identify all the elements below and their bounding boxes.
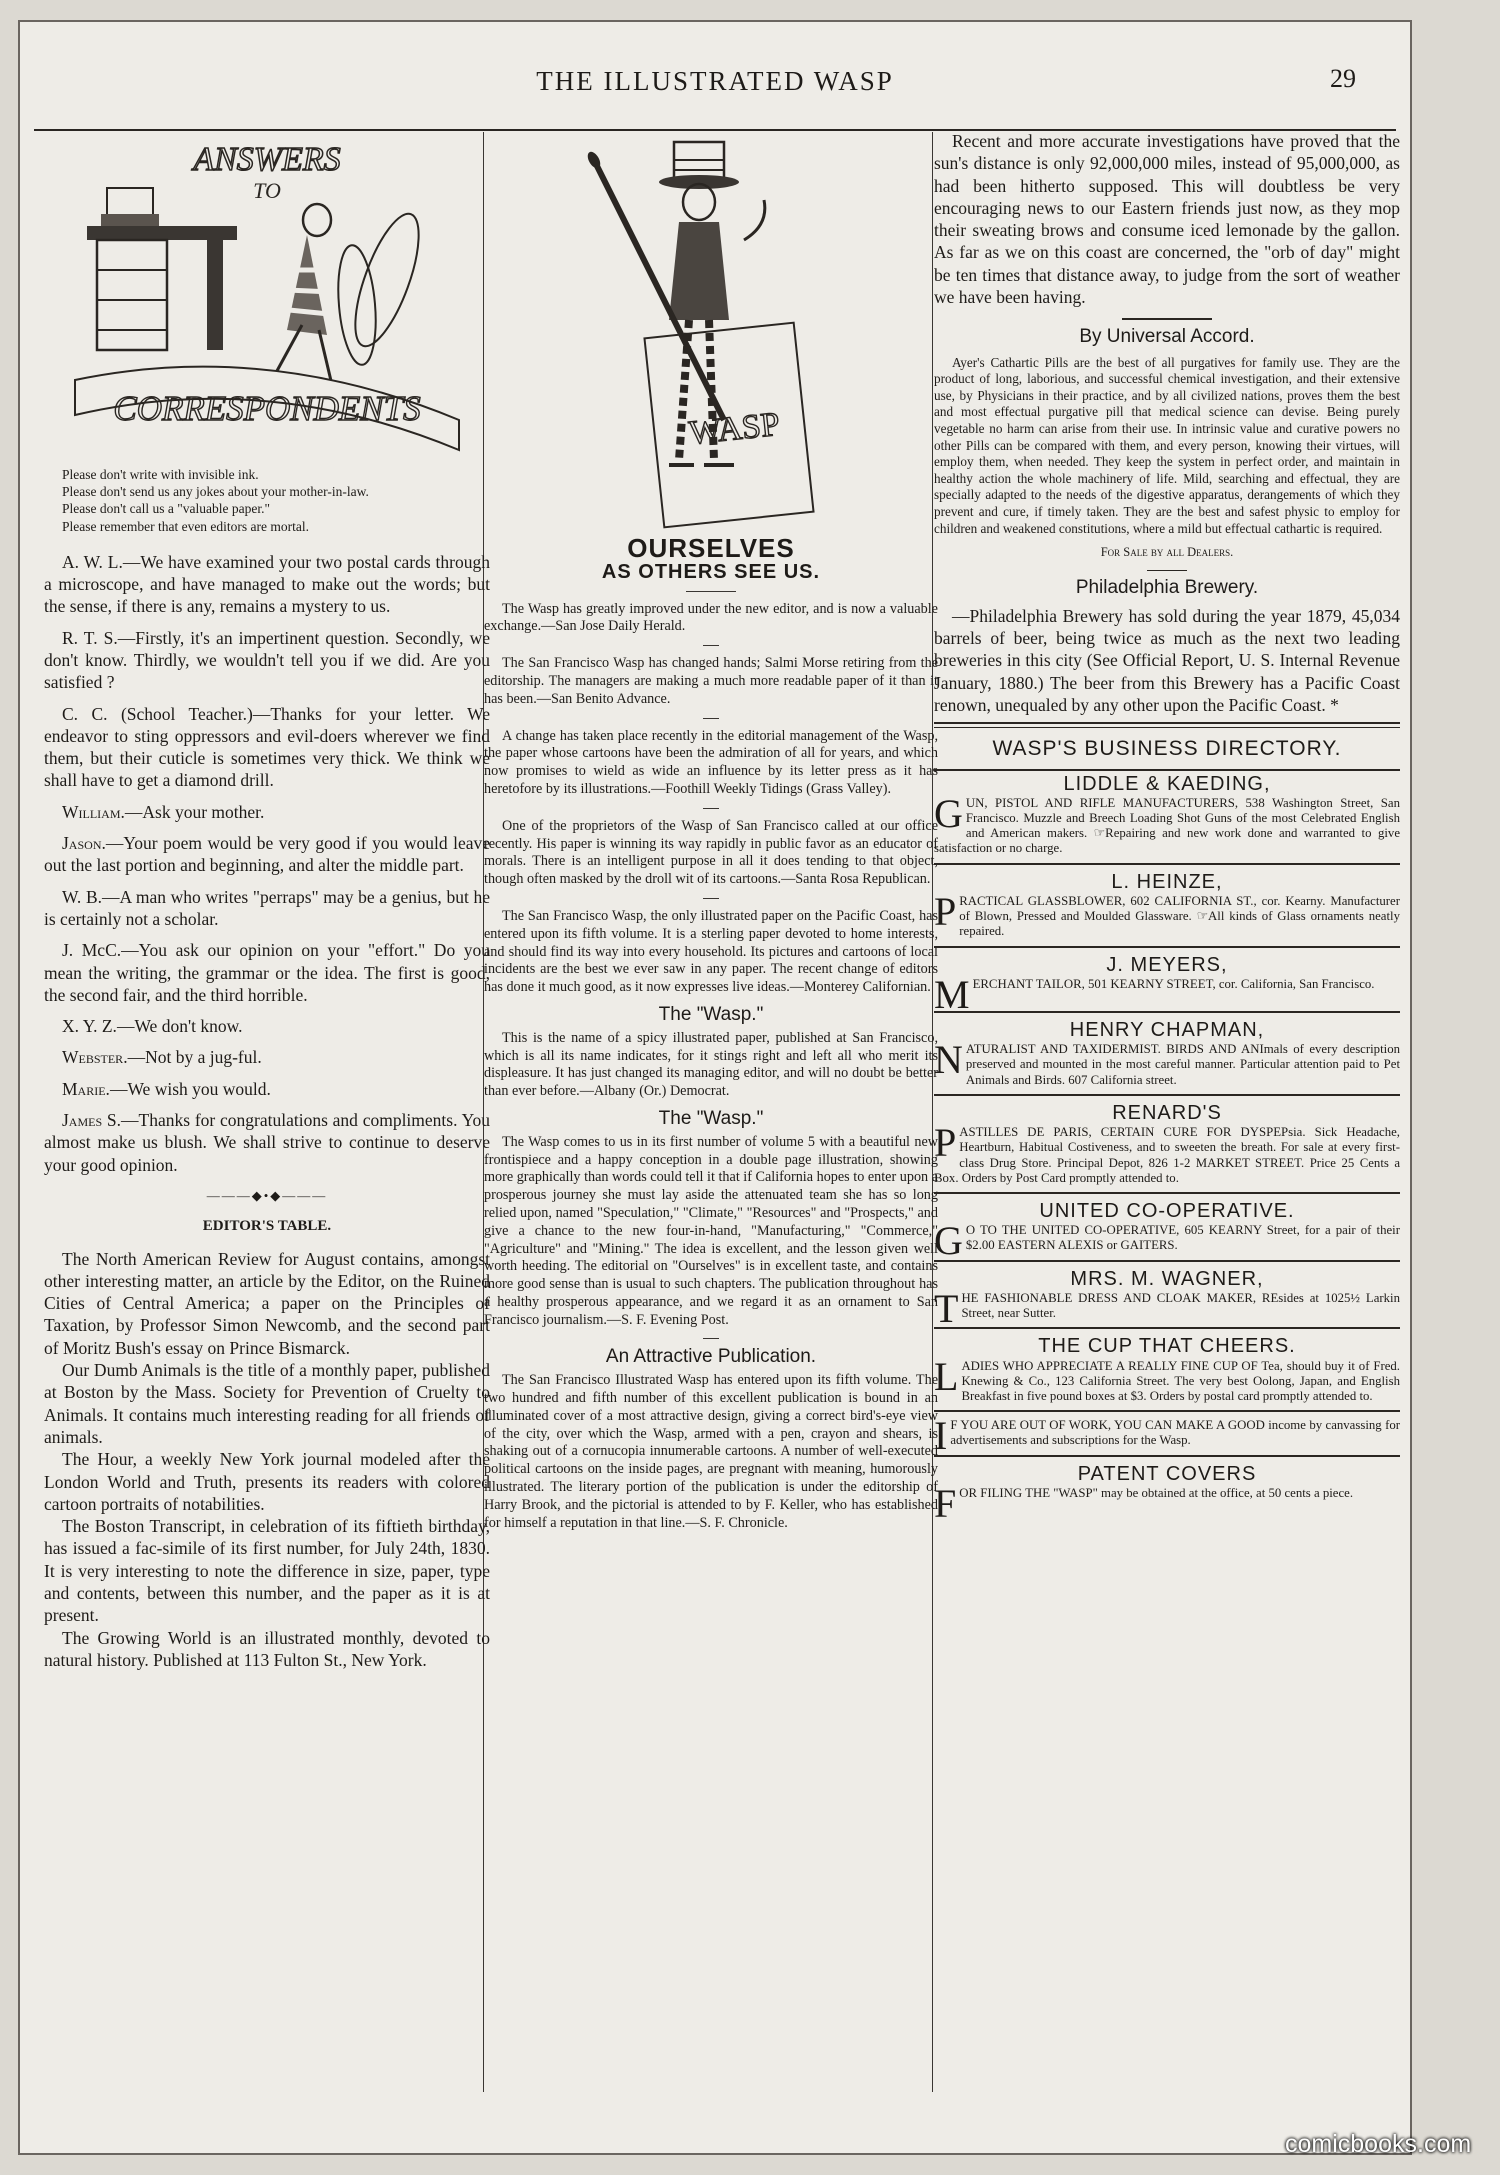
wasp-banner-text: WASP: [687, 405, 782, 453]
directory-entry-text: I F YOU ARE OUT OF WORK, YOU CAN MAKE A GOOD income by canvassing for advertisements and subscriptions for the Wasp.: [934, 1413, 1400, 1459]
directory-entry-name: PATENT COVERS: [1077, 1462, 1257, 1485]
divider: [1147, 570, 1187, 571]
wasp-notice-title: The "Wasp.": [658, 1107, 764, 1129]
directory-entry: [934, 1200, 1400, 1262]
answer-item: Jason.—Your poem would be very good if you would leave out the last portion and beginning, and alter the middle part.: [44, 833, 490, 876]
wasp-uncle-sam-illustration: [554, 130, 854, 540]
answer-item: A. W. L.—We have examined your two postal cards through a microscope, and have managed to make out the words; but the sense, if there is any, remains a mystery to us.: [44, 551, 490, 617]
directory-entry-text: MERCHANT TAILOR, 501 KEARNY STREET, cor. California, San Francisco.: [934, 971, 1375, 1017]
divider: [934, 1410, 1400, 1412]
column-2: [484, 130, 938, 1541]
directory-entry-text: GUN, PISTOL AND RIFLE MANUFACTURERS, 538 Washington Street, San Francisco. Muzzle and Breech Loading Shot Guns of the most Celebrated English and American makers. ☞Repairing and new work done and warranted to give satisfaction or no charge.: [934, 790, 1400, 856]
reader-rules: [44, 466, 490, 535]
press-notice: The Wasp has greatly improved under the new editor, and is now a valuable exchange.—San Jose Daily Herald.: [484, 600, 938, 635]
business-directory: [934, 772, 1400, 1526]
answers-to-correspondents-illustration: [57, 130, 477, 460]
press-notice: A change has taken place recently in the editorial management of the Wasp, the paper whose cartoons have been the admiration of all for years, and which now promises to wield as wide an influence by its letter press as it has heretofore by its illustrations.—Foothill Weekly Tidings (Grass Valley).: [484, 727, 938, 797]
ourselves-heading: OURSELVES: [627, 533, 795, 563]
answer-item: Marie.—We wish you would.: [62, 1078, 271, 1099]
divider: [703, 645, 719, 646]
press-notice: The San Francisco Wasp has changed hands; Salmi Morse retiring from the editorship. The managers are making a much more readable paper of it than it has been.—San Benito Advance.: [484, 655, 938, 707]
directory-entry: [934, 1462, 1400, 1526]
directory-entry-name: LIDDLE & KAEDING,: [1063, 772, 1271, 795]
directory-entry-name: HENRY CHAPMAN,: [1069, 1018, 1265, 1041]
directory-entry-name: L. HEINZE,: [1111, 870, 1223, 893]
directory-entry-name: RENARD'S: [1112, 1101, 1222, 1124]
directory-entry: [934, 1019, 1400, 1096]
directory-entry: [934, 1413, 1400, 1459]
press-notice: One of the proprietors of the Wasp of San Francisco called at our office recently. His paper is winning its way rapidly in public favor as an educator of morals. There is an intelligent purpose in all it does tending to that object, though often masked by the droll wit of its cartoons.—Santa Rosa Republican.: [484, 817, 938, 888]
directory-entry: [934, 1335, 1400, 1412]
universal-accord-title: By Universal Accord.: [1079, 326, 1255, 348]
divider: [703, 1338, 719, 1339]
directory-entry-text: THE FASHIONABLE DRESS AND CLOAK MAKER, REsides at 1025½ Larkin Street, near Sutter.: [934, 1285, 1400, 1331]
answers-list: [44, 551, 490, 1176]
divider: [934, 769, 1400, 771]
philadelphia-brewery-text: —Philadelphia Brewery has sold during the year 1879, 45,034 barrels of beer, being twice as much as the next two leading breweries in this city (See Official Report, U. S. Internal Revenue January, 1880.) The beer from this Brewery has a Pacific Coast renown, unequaled by any other upon the Pacific Coast. *: [934, 605, 1400, 715]
directory-entry-name: THE CUP THAT CHEERS.: [1038, 1335, 1296, 1358]
editors-table-paragraph: The Growing World is an illustrated monthly, devoted to natural history. Published at 113 Fulton St., New York.: [44, 1627, 490, 1670]
answer-item: J. McC.—You ask our opinion on your "effort." Do you mean the writing, the grammar or the idea. The first is good, the second fair, and the third horrible.: [44, 940, 490, 1005]
divider: [934, 946, 1400, 948]
divider: [934, 863, 1400, 865]
directory-entry-text: LADIES WHO APPRECIATE A REALLY FINE CUP OF Tea, should buy it of Fred. Knewing & Co., 123 California Street. The very best Oolong, Japan, and English Breakfast in five pound boxes at $3. Orders by postal card promptly attended to.: [934, 1353, 1400, 1404]
ourselves-subheading: AS OTHERS SEE US.: [601, 560, 821, 583]
divider: [1122, 318, 1212, 320]
art-word-correspondents: CORRESPONDENTS: [113, 389, 421, 428]
directory-entry-text: PASTILLES DE PARIS, CERTAIN CURE FOR DYSPEPsia. Sick Headache, Heartburn, Habitual Costiveness, and to sweeten the breath. For sale at every first-class Drug Store. Principal Depot, 826 1-2 MARKET STREET. Price 25 Cents a Box. Orders by Post Card promptly attended to.: [934, 1120, 1400, 1185]
rule-line: Please don't write with invisible ink.: [62, 467, 259, 482]
divider: [686, 591, 736, 592]
wasp-notice-text: The Wasp comes to us in its first number of volume 5 with a beautiful new frontispiece and a happy conception in a double page illustration, showing more graphically than words could tell it that if California hopes to enter upon a prosperous journey she must lay aside the attenuated team she has so long relied upon, named "Speculation," "Climate," "Resources" and "Prospects," and give a chance to the new four-in-hand, "Manufacturing," "Commerce," "Agriculture" and "Mining." The idea is excellent, and the lesson given well worth heeding. The editorial on "Ourselves" is in excellent taste, and contains more good sense than is usual to such chapters. The publication throughout has a healthy prosperous appearance, and we regard it as an ornament to San Francisco journalism.—S. F. Evening Post.: [484, 1133, 938, 1328]
wasp-notice-text: This is the name of a spicy illustrated paper, published at San Francisco, which is all its name indicates, for it stings right and left all who merit its displeasure. It has just changed its managing editor, and will no doubt be better than ever before.—Albany (Or.) Democrat.: [484, 1029, 938, 1100]
divider: [703, 808, 719, 809]
directory-entry-text: PRACTICAL GLASSBLOWER, 602 CALIFORNIA ST., cor. Kearny. Manufacturer of Blown, Pressed and Moulded Glassware. ☞All kinds of Glass ornaments neatly repaired.: [934, 888, 1400, 939]
editors-table: [44, 1248, 490, 1672]
answer-item: William.—Ask your mother.: [62, 801, 265, 822]
rule-line: Please remember that even editors are mortal.: [62, 518, 310, 534]
editors-table-paragraph: The Boston Transcript, in celebration of its fiftieth birthday, has issued a fac-simile of its first number, for July 24th, 1830. It is very interesting to note the difference in size, paper, type and contents, between this number, and the paper as it is at present.: [44, 1516, 490, 1626]
press-notice: The San Francisco Wasp, the only illustrated paper on the Pacific Coast, has entered upon its fifth volume. It is a sterling paper devoted to home interests, and should find its way into every household. Its pictures and cartoons of local incidents are the best we ever saw in any paper. The recent change of editors has done it much good, as it now expresses live ideas.—Monterey Californian.: [484, 907, 938, 996]
philadelphia-brewery-title: Philadelphia Brewery.: [1075, 576, 1259, 598]
universal-accord-text: Ayer's Cathartic Pills are the best of all purgatives for family use. They are the product of long, laborious, and successful chemical investigation, and their extensive use, by Physicians in their practice, and by all civilized nations, proves them the best and most effectual purgative pill that medical science can devise. Being purely vegetable no harm can arise from their use. In intrinsic value and curative powers no other Pills can be compared with them, and every person, knowing their virtues, will employ them, when needed. They keep the system in perfect order, and maintain in healthy action the whole machinery of life. Mild, searching and effectual, they are specially adapted to the needs of the digestive apparatus, derangements of which they prevent and cure, if timely taken. They are the best and safest physic to employ for children and weakened constitutions, where a mild but effectual cathartic is required.: [934, 354, 1400, 536]
directory-entry-name: UNITED CO-OPERATIVE.: [1039, 1199, 1295, 1222]
directory-entry: [934, 1268, 1400, 1330]
directory-entry: [934, 773, 1400, 865]
column-3: [934, 130, 1400, 1526]
editors-table-paragraph: The Hour, a weekly New York journal modeled after the London World and Truth, presents its readers with colored cartoon portraits of notabilities.: [44, 1449, 490, 1514]
answer-item: Webster.—Not by a jug-ful.: [62, 1047, 262, 1068]
business-directory-title: WASP'S BUSINESS DIRECTORY.: [992, 737, 1342, 761]
column-1: [44, 130, 490, 1671]
editors-table-paragraph: The North American Review for August contains, amongst other interesting matter, an article by the Editor, on the Ruined Cities of Central America; a paper on the Principles of Taxation, by Professor Simon Newcomb, and the second part of Moritz Bush's essay on Prince Bismarck.: [44, 1248, 490, 1358]
editors-table-paragraph: Our Dumb Animals is the title of a monthly paper, published at Boston by the Mass. Society for Prevention of Cruelty to Animals. It contains much interesting reading for all friends of animals.: [44, 1360, 490, 1447]
art-word-answers: ANSWERS: [193, 141, 341, 178]
rule-line: Please don't call us a "valuable paper.": [62, 501, 271, 517]
divider: [934, 727, 1400, 728]
directory-entry-text: FOR FILING THE "WASP" may be obtained at the office, at 50 cents a piece.: [934, 1480, 1354, 1526]
ornament-divider: ———◆•◆———: [206, 1187, 328, 1203]
divider: [934, 1455, 1400, 1457]
divider: [934, 1011, 1400, 1013]
wasp-notice-title: The "Wasp.": [658, 1003, 764, 1025]
divider: [703, 718, 719, 719]
divider: [934, 1260, 1400, 1262]
attractive-publication-text: The San Francisco Illustrated Wasp has entered upon its fifth volume. The two hundred and fifth number of this excellent publication is bound in an illuminated cover of a most attractive design, giving a correct bird's-eye view of the city, over which the Wasp, armed with a pen, crayon and shears, is shaking out of a cornucopia innumerable cartoons. A number of well-executed political cartoons on the inside pages, are pregnant with meaning, humorously illustrated. The literary portion of the publication is under the editorship of Harry Brook, and the pictorial is attended to by F. Keller, who has established for himself a reputation in that line.—S. F. Chronicle.: [484, 1372, 938, 1531]
directory-entry-name: J. MEYERS,: [1106, 953, 1228, 976]
page-number: 29: [1330, 64, 1356, 93]
divider: [934, 722, 1400, 724]
editors-table-title: EDITOR'S TABLE.: [202, 1218, 332, 1235]
answer-item: James S.—Thanks for congratulations and compliments. You almost make us blush. We shall strive to continue to deserve your good opinion.: [44, 1110, 490, 1175]
directory-entry: [934, 953, 1400, 1017]
divider: [934, 1192, 1400, 1194]
answer-item: X. Y. Z.—We don't know.: [62, 1016, 243, 1037]
answer-item: R. T. S.—Firstly, it's an impertinent question. Secondly, we don't know. Thirdly, we wouldn't tell you if we did. Are you satisfied ?: [44, 627, 490, 693]
rule-line: Please don't send us any jokes about your mother-in-law.: [62, 484, 369, 500]
answer-item: C. C. (School Teacher.)—Thanks for your letter. We endeavor to sting oppressors and evil-doers wherever we find them, but their cuticle is sometimes very thick. We think we shall have to get a diamond drill.: [44, 703, 490, 791]
attractive-publication-title: An Attractive Publication.: [605, 1346, 817, 1368]
directory-entry-text: G O TO THE UNITED CO-OPERATIVE, 605 KEARNY Street, for a pair of their $2.00 EASTERN ALEXIS or GAITERS.: [934, 1218, 1400, 1264]
divider: [934, 1094, 1400, 1096]
divider: [934, 1327, 1400, 1329]
art-word-to: TO: [253, 178, 281, 203]
masthead-title: THE ILLUSTRATED WASP: [536, 66, 894, 96]
divider: [703, 898, 719, 899]
directory-entry-name: MRS. M. WAGNER,: [1070, 1267, 1264, 1290]
for-sale-line: For Sale by all Dealers.: [1100, 545, 1234, 560]
sun-distance-article: Recent and more accurate investigations have proved that the sun's distance is only 92,000,000 miles, instead of 95,000,000, as had been hitherto supposed. This will doubtless be very encouraging news to our Eastern friends just now, as they mop their sweating brows and consume iced lemonade by the gallon. As far as we on this coast are concerned, the "orb of day" might be ten times that distance away, to judge from the sort of weather we have been having.: [934, 131, 1400, 308]
answer-item: W. B.—A man who writes "perraps" may be a genius, but he is certainly not a scholar.: [44, 886, 490, 929]
directory-entry: [934, 871, 1400, 948]
directory-entry: [934, 1102, 1400, 1194]
newspaper-page: [18, 20, 1412, 2155]
watermark: comicbooks.com: [1285, 2130, 1472, 2158]
directory-entry-text: NATURALIST AND TAXIDERMIST. BIRDS AND ANImals of every description preserved and mounted in the most careful manner. Particular attention paid to Pet Animals and Birds. 607 California street.: [934, 1037, 1400, 1087]
